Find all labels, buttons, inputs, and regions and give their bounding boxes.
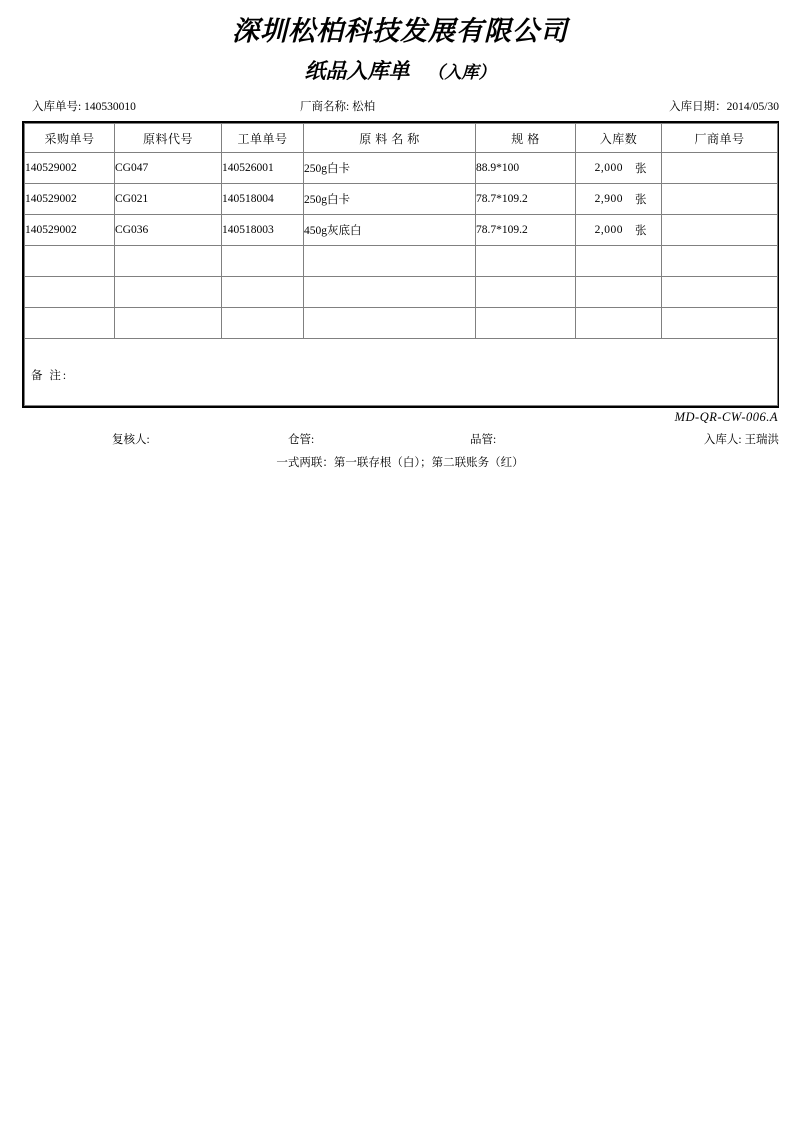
cell-vendor-no xyxy=(662,215,778,246)
cell-work-order-no: 140526001 xyxy=(222,153,304,184)
cell-material-name xyxy=(304,246,476,277)
column-header-material-name: 原 料 名 称 xyxy=(304,124,476,153)
cell-quantity xyxy=(576,308,662,339)
date-field xyxy=(669,98,779,116)
cell-material-name: 250g白卡 xyxy=(304,184,476,215)
quantity-value: 2,000 xyxy=(594,162,623,174)
cell-spec: 88.9*100 xyxy=(476,153,576,184)
date-value: 2014/05/30 xyxy=(726,101,779,113)
cell-material-code: CG036 xyxy=(115,215,222,246)
receipt-no-label: 入库单号: xyxy=(32,101,82,113)
quantity-unit: 张 xyxy=(635,225,647,237)
items-table-container xyxy=(22,121,779,408)
meta-row xyxy=(0,98,800,116)
cell-material-code: CG047 xyxy=(115,153,222,184)
quantity-value: 2,000 xyxy=(594,224,623,236)
signature-receiver xyxy=(704,431,779,449)
receipt-no-field xyxy=(32,98,136,116)
cell-quantity xyxy=(576,215,662,246)
items-table xyxy=(24,123,778,406)
cell-vendor-no xyxy=(662,246,778,277)
vendor-field xyxy=(300,98,375,116)
signature-warehouse: 仓管: xyxy=(288,434,315,446)
cell-purchase-no: 140529002 xyxy=(25,215,115,246)
cell-spec: 78.7*109.2 xyxy=(476,215,576,246)
vendor-label: 厂商名称: xyxy=(300,101,350,113)
document-title: 纸品入库单 xyxy=(304,59,410,83)
cell-quantity xyxy=(576,246,662,277)
signature-quality: 品管: xyxy=(470,434,497,446)
cell-work-order-no xyxy=(222,246,304,277)
cell-material-name xyxy=(304,277,476,308)
table-row xyxy=(25,215,778,246)
remark-cell xyxy=(25,339,778,406)
quantity-unit: 张 xyxy=(635,163,647,175)
cell-spec: 78.7*109.2 xyxy=(476,184,576,215)
cell-material-name: 450g灰底白 xyxy=(304,215,476,246)
cell-work-order-no: 140518004 xyxy=(222,184,304,215)
column-header-work-order-no: 工单单号 xyxy=(222,124,304,153)
items-table-body xyxy=(25,124,778,406)
form-code: MD-QR-CW-006.A xyxy=(674,410,778,424)
cell-spec xyxy=(476,277,576,308)
vendor-value: 松柏 xyxy=(352,101,376,113)
column-header-spec: 规 格 xyxy=(476,124,576,153)
cell-quantity xyxy=(576,277,662,308)
cell-purchase-no: 140529002 xyxy=(25,184,115,215)
remark-label: 备 注: xyxy=(31,369,69,382)
cell-purchase-no xyxy=(25,246,115,277)
cell-spec xyxy=(476,246,576,277)
cell-purchase-no xyxy=(25,308,115,339)
cell-purchase-no: 140529002 xyxy=(25,153,115,184)
column-header-quantity: 入库数 xyxy=(576,124,662,153)
document-title-row xyxy=(0,58,800,86)
table-row xyxy=(25,184,778,215)
column-header-purchase-no: 采购单号 xyxy=(25,124,115,153)
column-header-vendor-no: 厂商单号 xyxy=(662,124,778,153)
cell-material-code xyxy=(115,277,222,308)
signature-reviewer: 复核人: xyxy=(112,434,150,446)
cell-material-code xyxy=(115,308,222,339)
remark-row xyxy=(25,339,778,406)
signature-row xyxy=(0,431,800,449)
signature-receiver-label: 入库人: xyxy=(703,434,742,446)
quantity-unit: 张 xyxy=(635,194,647,206)
cell-work-order-no xyxy=(222,277,304,308)
cell-vendor-no xyxy=(662,153,778,184)
copies-note: 一式两联：第一联存根（白）；第二联账务（红） xyxy=(276,457,524,469)
cell-spec xyxy=(476,308,576,339)
date-label: 入库日期： xyxy=(669,101,727,113)
cell-vendor-no xyxy=(662,184,778,215)
company-title: 深圳松柏科技发展有限公司 xyxy=(232,16,568,46)
cell-material-name: 250g白卡 xyxy=(304,153,476,184)
title-block xyxy=(0,0,800,86)
cell-work-order-no xyxy=(222,308,304,339)
table-row-empty xyxy=(25,246,778,277)
table-header-row xyxy=(25,124,778,153)
table-row-empty xyxy=(25,308,778,339)
cell-vendor-no xyxy=(662,277,778,308)
cell-quantity xyxy=(576,184,662,215)
cell-purchase-no xyxy=(25,277,115,308)
cell-work-order-no: 140518003 xyxy=(222,215,304,246)
table-row xyxy=(25,153,778,184)
receipt-no-value: 140530010 xyxy=(84,101,136,113)
signature-receiver-value: 王瑞洪 xyxy=(744,434,779,446)
column-header-material-code: 原料代号 xyxy=(115,124,222,153)
table-row-empty xyxy=(25,277,778,308)
quantity-value: 2,900 xyxy=(594,193,623,205)
cell-vendor-no xyxy=(662,308,778,339)
cell-material-name xyxy=(304,308,476,339)
cell-material-code: CG021 xyxy=(115,184,222,215)
cell-material-code xyxy=(115,246,222,277)
cell-quantity xyxy=(576,153,662,184)
document-subtitle: （入库） xyxy=(427,63,496,82)
